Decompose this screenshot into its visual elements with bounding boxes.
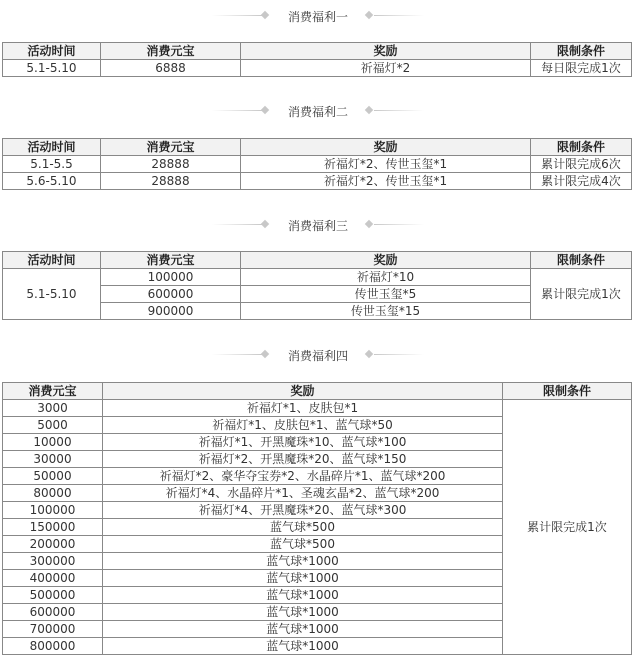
ingot-cell: 400000 (3, 570, 103, 587)
ingot-cell: 300000 (3, 553, 103, 570)
diamond-ornament-icon (261, 11, 269, 19)
ingot-cell: 28888 (101, 173, 241, 190)
reward-cell: 蓝气球*1000 (103, 587, 503, 604)
header-cell: 消费元宝 (101, 43, 241, 60)
reward-cell: 祈福灯*2、开黑魔珠*20、蓝气球*150 (103, 451, 503, 468)
reward-cell: 蓝气球*1000 (103, 553, 503, 570)
welfare-table-1 (2, 42, 632, 77)
diamond-ornament-icon (365, 220, 373, 228)
header-cell: 消费元宝 (3, 383, 103, 400)
divider-line (374, 224, 424, 225)
reward-cell: 蓝气球*1000 (103, 604, 503, 621)
divider-line (212, 354, 262, 355)
table-header-row (3, 383, 632, 400)
table-header-row (3, 252, 632, 269)
header-cell: 活动时间 (3, 43, 101, 60)
reward-cell: 祈福灯*2、传世玉玺*1 (241, 173, 531, 190)
reward-cell: 祈福灯*4、水晶碎片*1、圣魂玄晶*2、蓝气球*200 (103, 485, 503, 502)
ingot-cell: 3000 (3, 400, 103, 417)
ingot-cell: 600000 (3, 604, 103, 621)
table-row (3, 156, 632, 173)
reward-cell: 蓝气球*1000 (103, 638, 503, 655)
date-cell: 5.1-5.10 (3, 60, 101, 77)
ingot-cell: 30000 (3, 451, 103, 468)
reward-cell: 蓝气球*1000 (103, 570, 503, 587)
ingot-cell: 600000 (101, 286, 241, 303)
ingot-cell: 100000 (3, 502, 103, 519)
table-row (3, 173, 632, 190)
date-cell: 5.6-5.10 (3, 173, 101, 190)
welfare-table-3 (2, 251, 632, 320)
divider-line (212, 15, 262, 16)
ingot-cell: 500000 (3, 587, 103, 604)
header-cell: 限制条件 (531, 252, 632, 269)
reward-cell: 祈福灯*2 (241, 60, 531, 77)
header-cell: 限制条件 (531, 139, 632, 156)
ingot-cell: 700000 (3, 621, 103, 638)
section-heading: 消费福利四 (287, 349, 348, 363)
reward-cell: 祈福灯*1、皮肤包*1、蓝气球*50 (103, 417, 503, 434)
reward-cell: 传世玉玺*15 (241, 303, 531, 320)
ingot-cell: 10000 (3, 434, 103, 451)
section-heading: 消费福利一 (287, 10, 348, 24)
reward-cell: 蓝气球*1000 (103, 621, 503, 638)
section-heading: 消费福利二 (287, 105, 348, 119)
limit-cell: 累计限完成1次 (531, 269, 632, 320)
ingot-cell: 28888 (101, 156, 241, 173)
diamond-ornament-icon (261, 106, 269, 114)
reward-cell: 蓝气球*500 (103, 536, 503, 553)
table-header-row (3, 43, 632, 60)
reward-cell: 祈福灯*1、开黑魔珠*10、蓝气球*100 (103, 434, 503, 451)
limit-cell: 累计限完成4次 (531, 173, 632, 190)
divider-line (212, 224, 262, 225)
header-cell: 消费元宝 (101, 252, 241, 269)
header-cell: 奖励 (103, 383, 503, 400)
reward-cell: 祈福灯*10 (241, 269, 531, 286)
ingot-cell: 6888 (101, 60, 241, 77)
limit-cell: 累计限完成1次 (503, 400, 632, 655)
section-heading: 消费福利三 (287, 219, 348, 233)
diamond-ornament-icon (365, 350, 373, 358)
welfare-table-4 (2, 382, 632, 655)
table-header-row (3, 139, 632, 156)
section-title-1 (0, 6, 636, 26)
reward-cell: 蓝气球*500 (103, 519, 503, 536)
limit-cell: 每日限完成1次 (531, 60, 632, 77)
reward-cell: 祈福灯*2、豪华夺宝券*2、水晶碎片*1、蓝气球*200 (103, 468, 503, 485)
section-title-3 (0, 215, 636, 235)
ingot-cell: 5000 (3, 417, 103, 434)
header-cell: 活动时间 (3, 252, 101, 269)
divider-line (374, 354, 424, 355)
header-cell: 限制条件 (531, 43, 632, 60)
table-row (3, 60, 632, 77)
diamond-ornament-icon (261, 220, 269, 228)
ingot-cell: 200000 (3, 536, 103, 553)
header-cell: 活动时间 (3, 139, 101, 156)
ingot-cell: 80000 (3, 485, 103, 502)
section-title-2 (0, 101, 636, 121)
ingot-cell: 100000 (101, 269, 241, 286)
header-cell: 奖励 (241, 252, 531, 269)
divider-line (212, 110, 262, 111)
reward-cell: 祈福灯*1、皮肤包*1 (103, 400, 503, 417)
header-cell: 限制条件 (503, 383, 632, 400)
welfare-table-2 (2, 138, 632, 190)
limit-cell: 累计限完成6次 (531, 156, 632, 173)
section-title-4 (0, 345, 636, 365)
ingot-cell: 50000 (3, 468, 103, 485)
diamond-ornament-icon (261, 350, 269, 358)
date-cell: 5.1-5.5 (3, 156, 101, 173)
divider-line (374, 15, 424, 16)
ingot-cell: 800000 (3, 638, 103, 655)
divider-line (374, 110, 424, 111)
reward-cell: 祈福灯*2、传世玉玺*1 (241, 156, 531, 173)
table-row (3, 400, 632, 417)
header-cell: 奖励 (241, 139, 531, 156)
diamond-ornament-icon (365, 11, 373, 19)
header-cell: 奖励 (241, 43, 531, 60)
ingot-cell: 900000 (101, 303, 241, 320)
date-cell: 5.1-5.10 (3, 269, 101, 320)
table-row (3, 269, 632, 286)
reward-cell: 祈福灯*4、开黑魔珠*20、蓝气球*300 (103, 502, 503, 519)
reward-cell: 传世玉玺*5 (241, 286, 531, 303)
diamond-ornament-icon (365, 106, 373, 114)
ingot-cell: 150000 (3, 519, 103, 536)
header-cell: 消费元宝 (101, 139, 241, 156)
